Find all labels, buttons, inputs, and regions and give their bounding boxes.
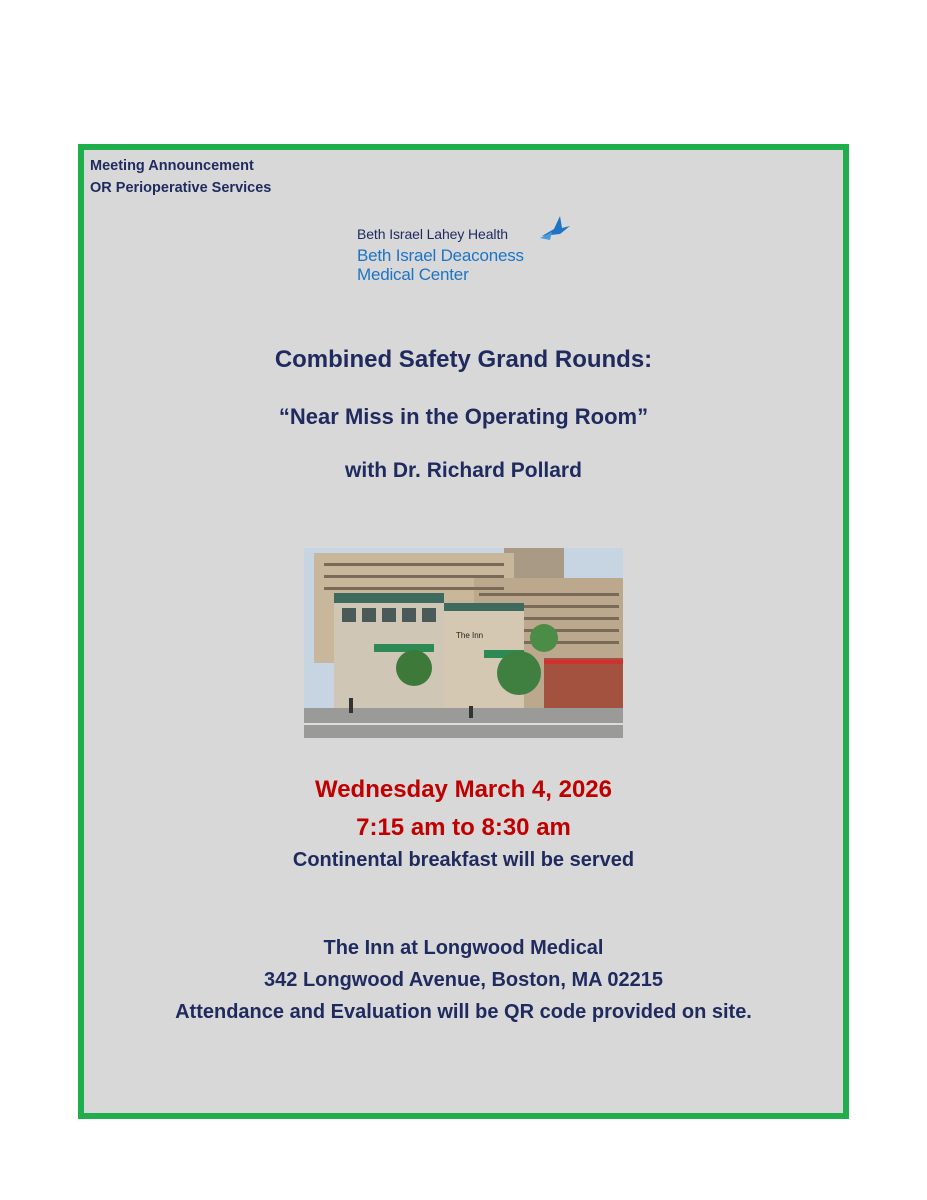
breakfast-note: Continental breakfast will be served: [292, 849, 635, 871]
bidmc-logo: [357, 216, 597, 296]
event-date: Wednesday March 4, 2026: [314, 776, 613, 803]
event-speaker: with Dr. Richard Pollard: [345, 459, 582, 482]
announcement-flyer: [78, 144, 849, 1119]
inn-building-illustration: [304, 548, 623, 738]
venue-name: The Inn at Longwood Medical: [323, 937, 604, 959]
header-line-meeting: Meeting Announcement: [90, 158, 254, 174]
logo-parent-org: Beth Israel Lahey Health: [357, 226, 508, 242]
attendance-note: Attendance and Evaluation will be QR code provided on site.: [175, 1001, 752, 1023]
event-time: 7:15 am to 8:30 am: [356, 814, 571, 841]
logo-name-line2: Medical Center: [357, 265, 469, 284]
header-block: [90, 155, 271, 199]
logo-name-line1: Beth Israel Deaconess: [357, 246, 524, 265]
header-line-department: OR Perioperative Services: [90, 180, 272, 196]
venue-photo: [304, 548, 623, 738]
photo-sign-text: The Inn: [456, 631, 484, 640]
bird-wing-icon: [540, 216, 570, 242]
event-title: Combined Safety Grand Rounds:: [274, 346, 653, 373]
venue-address: 342 Longwood Avenue, Boston, MA 02215: [264, 969, 663, 991]
event-subtitle: “Near Miss in the Operating Room”: [278, 404, 649, 429]
